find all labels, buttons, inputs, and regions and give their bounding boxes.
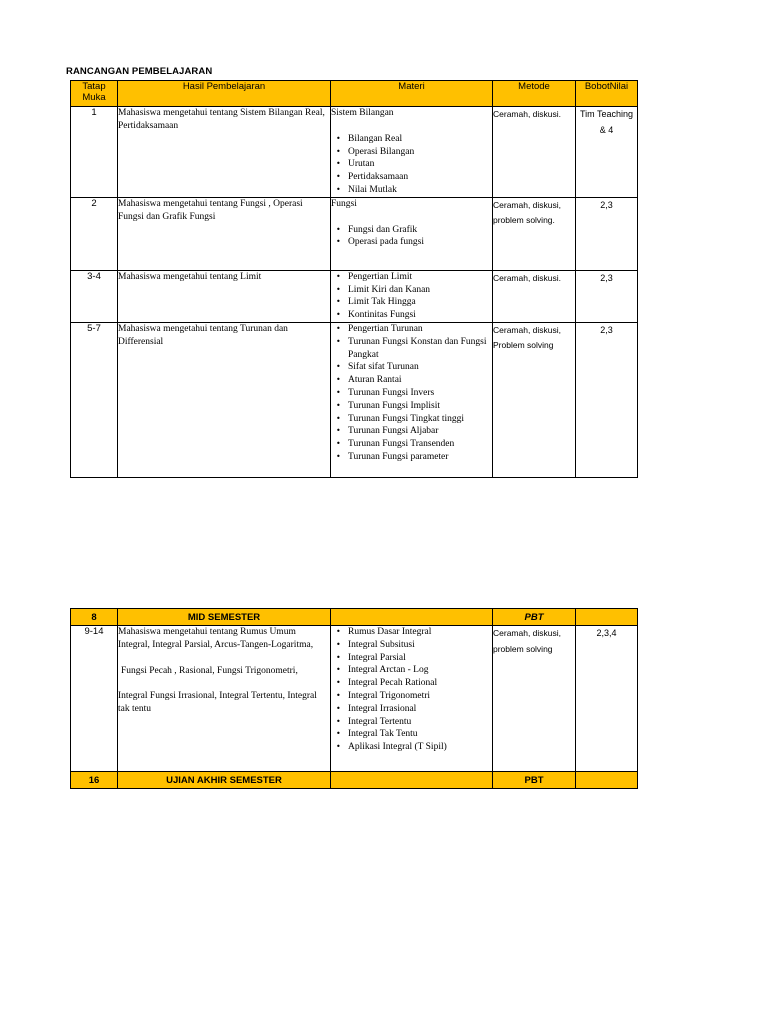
list-item: • Turunan Fungsi Transenden — [331, 438, 492, 451]
row-number: 2 — [71, 197, 118, 270]
learning-outcome: Mahasiswa mengetahui tentang Fungsi , Operasi Fungsi dan Grafik Fungsi — [118, 197, 331, 270]
material-list — [331, 323, 492, 464]
material-title: Sistem Bilangan — [331, 108, 394, 118]
list-item: • Turunan Fungsi Aljabar — [331, 425, 492, 438]
list-item: • Kontinitas Fungsi — [331, 309, 492, 322]
learning-outcome — [118, 626, 331, 772]
table-header-row — [71, 81, 638, 107]
row-number: 16 — [71, 772, 118, 789]
mid-semester-method: PBT — [493, 609, 576, 626]
list-item: • Pengertian Limit — [331, 271, 492, 284]
outcome-paragraph: Fungsi Pecah , Rasional, Fungsi Trigonometri, — [121, 665, 298, 676]
row-number: 3-4 — [71, 270, 118, 322]
list-item: • Turunan Fungsi Invers — [331, 387, 492, 400]
material-list — [331, 626, 492, 754]
list-item: • Pertidaksamaan — [331, 171, 492, 184]
learning-outcome: Mahasiswa mengetahui tentang Sistem Bilangan Real, Pertidaksamaan — [118, 107, 331, 198]
list-item: • Turunan Fungsi Tingkat tinggi — [331, 413, 492, 426]
final-exam-row — [71, 772, 638, 789]
mid-semester-label: MID SEMESTER — [118, 609, 331, 626]
list-item: • Bilangan Real — [331, 133, 492, 146]
method-cell: Ceramah, diskusi, Problem solving — [493, 322, 576, 477]
list-item: • Aturan Rantai — [331, 374, 492, 387]
method-cell: Ceramah, diskusi, problem solving — [493, 626, 576, 772]
material-cell — [331, 197, 493, 270]
material-cell — [331, 270, 493, 322]
document-title: RANCANGAN PEMBELAJARAN — [66, 66, 213, 77]
material-cell — [331, 107, 493, 198]
list-item: • Urutan — [331, 158, 492, 171]
plan-table-1 — [70, 80, 638, 478]
method-cell: Ceramah, diskusi. — [493, 107, 576, 198]
list-item: • Limit Kiri dan Kanan — [331, 284, 492, 297]
table-row — [71, 107, 638, 198]
list-item: • Limit Tak Hingga — [331, 296, 492, 309]
material-cell — [331, 626, 493, 772]
list-item: • Integral Trigonometri — [331, 690, 492, 703]
list-item: • Nilai Mutlak — [331, 184, 492, 197]
material-cell — [331, 322, 493, 477]
material-list — [331, 133, 492, 197]
list-item: • Integral Tak Tentu — [331, 728, 492, 741]
outcome-paragraph: Mahasiswa mengetahui tentang Rumus Umum Integral, Integral Parsial, Arcus-Tangen-Logaritma, — [118, 627, 314, 650]
list-item: • Turunan Fungsi Konstan dan Fungsi Pangkat — [331, 336, 492, 362]
list-item: • Integral Irrasional — [331, 703, 492, 716]
weight-cell: 2,3 — [576, 322, 638, 477]
list-item: • Integral Pecah Rational — [331, 677, 492, 690]
method-cell: Ceramah, diskusi, problem solving. — [493, 197, 576, 270]
list-item: • Turunan Fungsi Implisit — [331, 400, 492, 413]
header-tatap-muka: Tatap Muka — [71, 81, 118, 107]
material-list — [331, 224, 492, 250]
list-item: • Integral Parsial — [331, 652, 492, 665]
list-item: • Sifat sifat Turunan — [331, 361, 492, 374]
header-metode: Metode — [493, 81, 576, 107]
table-row — [71, 270, 638, 322]
list-item: • Pengertian Turunan — [331, 323, 492, 336]
list-item: • Integral Subsitusi — [331, 639, 492, 652]
list-item: • Aplikasi Integral (T Sipil) — [331, 741, 492, 754]
table-row — [71, 197, 638, 270]
learning-outcome: Mahasiswa mengetahui tentang Limit — [118, 270, 331, 322]
list-item: • Operasi Bilangan — [331, 146, 492, 159]
weight-cell: 2,3 — [576, 197, 638, 270]
final-exam-method: PBT — [493, 772, 576, 789]
weight-cell: 2,3,4 — [576, 626, 638, 772]
list-item: • Rumus Dasar Integral — [331, 626, 492, 639]
table-row — [71, 322, 638, 477]
material-title: Fungsi — [331, 198, 357, 209]
weight-cell: Tim Teaching & 4 — [576, 107, 638, 198]
header-materi: Materi — [331, 81, 493, 107]
mid-semester-row — [71, 609, 638, 626]
row-number: 1 — [71, 107, 118, 198]
list-item: • Integral Tertentu — [331, 716, 492, 729]
outcome-paragraph: Integral Fungsi Irrasional, Integral Tertentu, Integral tak tentu — [118, 691, 317, 715]
final-exam-label: UJIAN AKHIR SEMESTER — [118, 772, 331, 789]
method-cell: Ceramah, diskusi. — [493, 270, 576, 322]
weight-cell: 2,3 — [576, 270, 638, 322]
list-item: • Turunan Fungsi parameter — [331, 451, 492, 464]
row-number: 5-7 — [71, 322, 118, 477]
table-row — [71, 626, 638, 772]
plan-table-2 — [70, 608, 638, 789]
material-list — [331, 271, 492, 322]
header-bobot: BobotNilai — [576, 81, 638, 107]
row-number: 9-14 — [71, 626, 118, 772]
list-item: • Integral Arctan - Log — [331, 664, 492, 677]
row-number: 8 — [71, 609, 118, 626]
list-item: • Fungsi dan Grafik — [331, 224, 492, 237]
header-hasil: Hasil Pembelajaran — [118, 81, 331, 107]
list-item: • Operasi pada fungsi — [331, 236, 492, 249]
learning-outcome: Mahasiswa mengetahui tentang Turunan dan Differensial — [118, 322, 331, 477]
